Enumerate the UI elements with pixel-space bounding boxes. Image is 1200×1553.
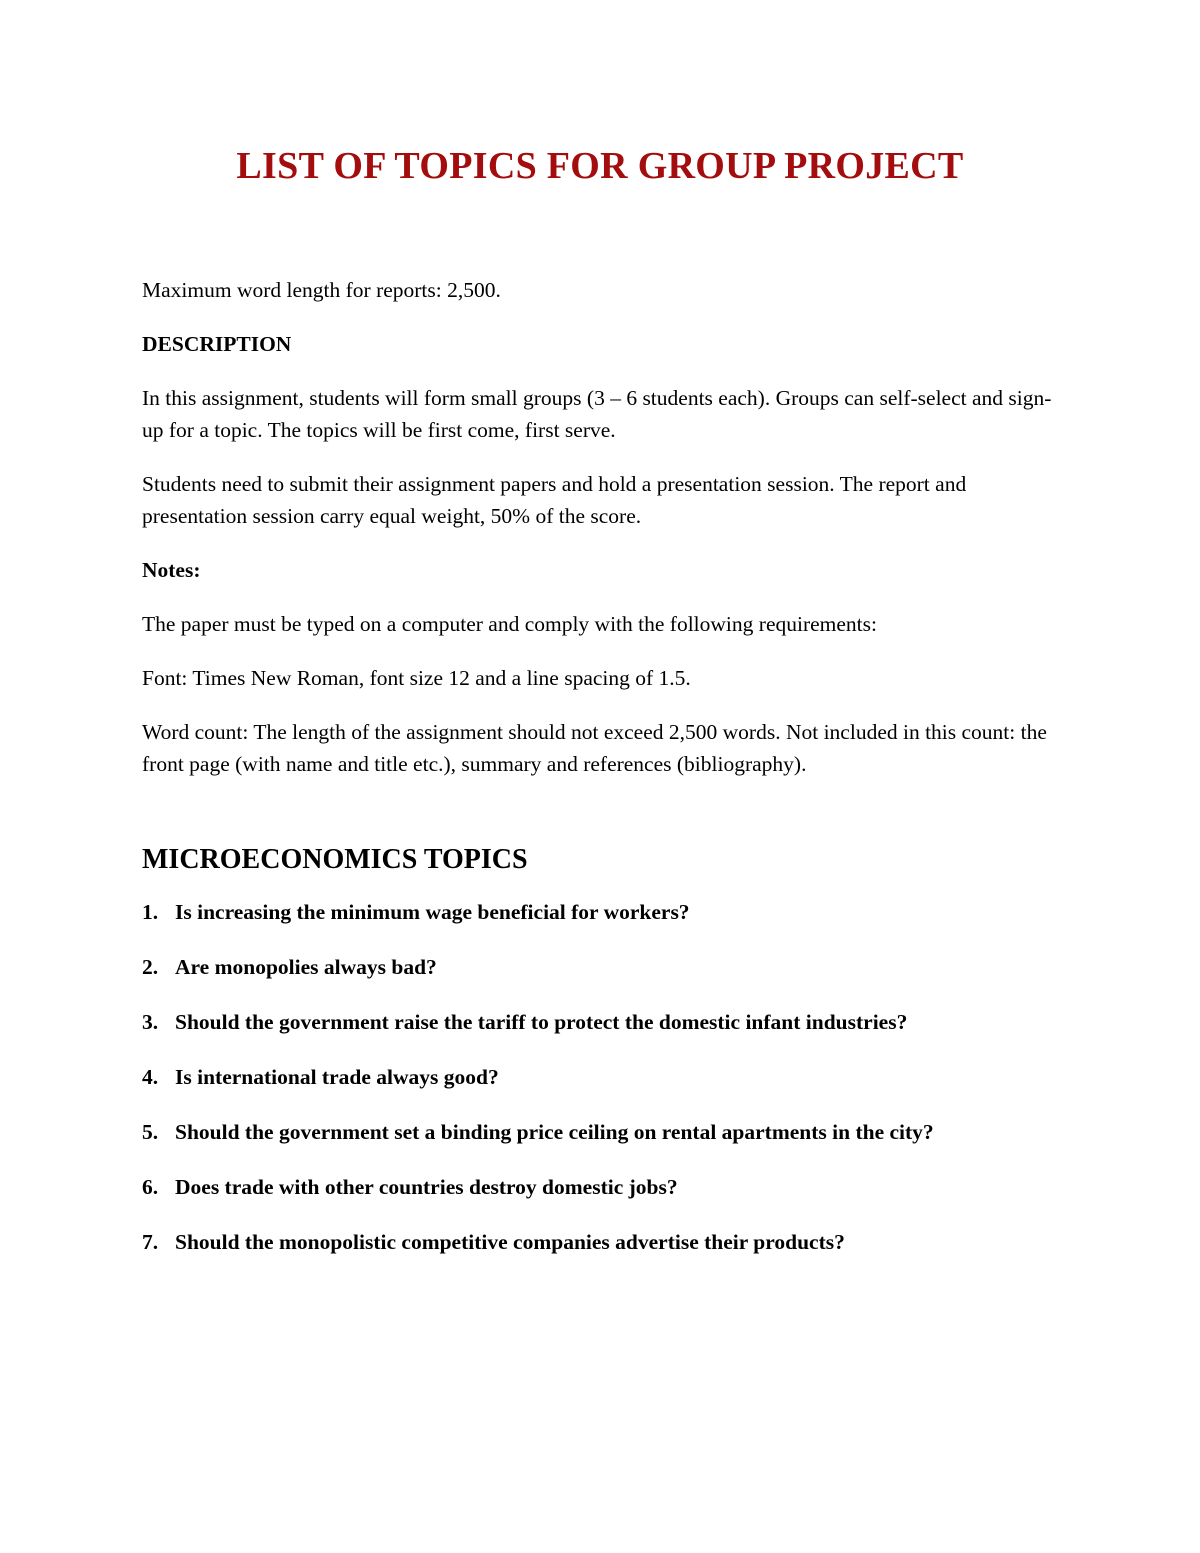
list-item-number: 4. (142, 1065, 159, 1089)
list-item-number: 2. (142, 955, 159, 979)
list-item (142, 1171, 1062, 1203)
list-item-number: 1. (142, 900, 159, 924)
list-item-text: Should the government set a binding price ceiling on rental apartments in the city? (175, 1120, 934, 1144)
list-item-number: 3. (142, 1010, 159, 1034)
list-item-text: Are monopolies always bad? (175, 955, 437, 979)
list-item (142, 1006, 1062, 1038)
word-count-requirement: Word count: The length of the assignment should not exceed 2,500 words. Not included in this count: the front page (with name and title etc.), summary and references (bibliography). (142, 720, 1047, 776)
topics-list (142, 896, 1062, 1258)
list-item (142, 1061, 1062, 1093)
list-item-text: Is international trade always good? (175, 1065, 499, 1089)
description-paragraph-2: Students need to submit their assignment papers and hold a presentation session. The report and presentation session carry equal weight, 50% of the score. (142, 472, 967, 528)
list-item (142, 951, 1062, 983)
list-item-number: 5. (142, 1120, 159, 1144)
font-requirement: Font: Times New Roman, font size 12 and a line spacing of 1.5. (142, 666, 691, 690)
document-title: LIST OF TOPICS FOR GROUP PROJECT (236, 145, 964, 187)
list-item-number: 7. (142, 1230, 159, 1254)
section-heading: MICROECONOMICS TOPICS (142, 844, 528, 875)
list-item-text: Should the monopolistic competitive companies advertise their products? (175, 1230, 845, 1254)
description-paragraph-1: In this assignment, students will form small groups (3 – 6 students each). Groups can self-select and sign-up for a topic. The topics will be first come, first serve. (142, 386, 1052, 442)
list-item (142, 1226, 1062, 1258)
list-item (142, 1116, 1062, 1148)
list-item (142, 896, 1062, 928)
list-item-text: Is increasing the minimum wage beneficial for workers? (175, 900, 690, 924)
notes-intro: The paper must be typed on a computer and comply with the following requirements: (142, 612, 877, 636)
description-heading: DESCRIPTION (142, 332, 292, 356)
list-item-number: 6. (142, 1175, 159, 1199)
list-item-text: Should the government raise the tariff to protect the domestic infant industries? (175, 1010, 908, 1034)
notes-heading: Notes: (142, 558, 201, 582)
max-length-note: Maximum word length for reports: 2,500. (142, 278, 501, 302)
document-body (142, 274, 1062, 1281)
list-item-text: Does trade with other countries destroy domestic jobs? (175, 1175, 678, 1199)
